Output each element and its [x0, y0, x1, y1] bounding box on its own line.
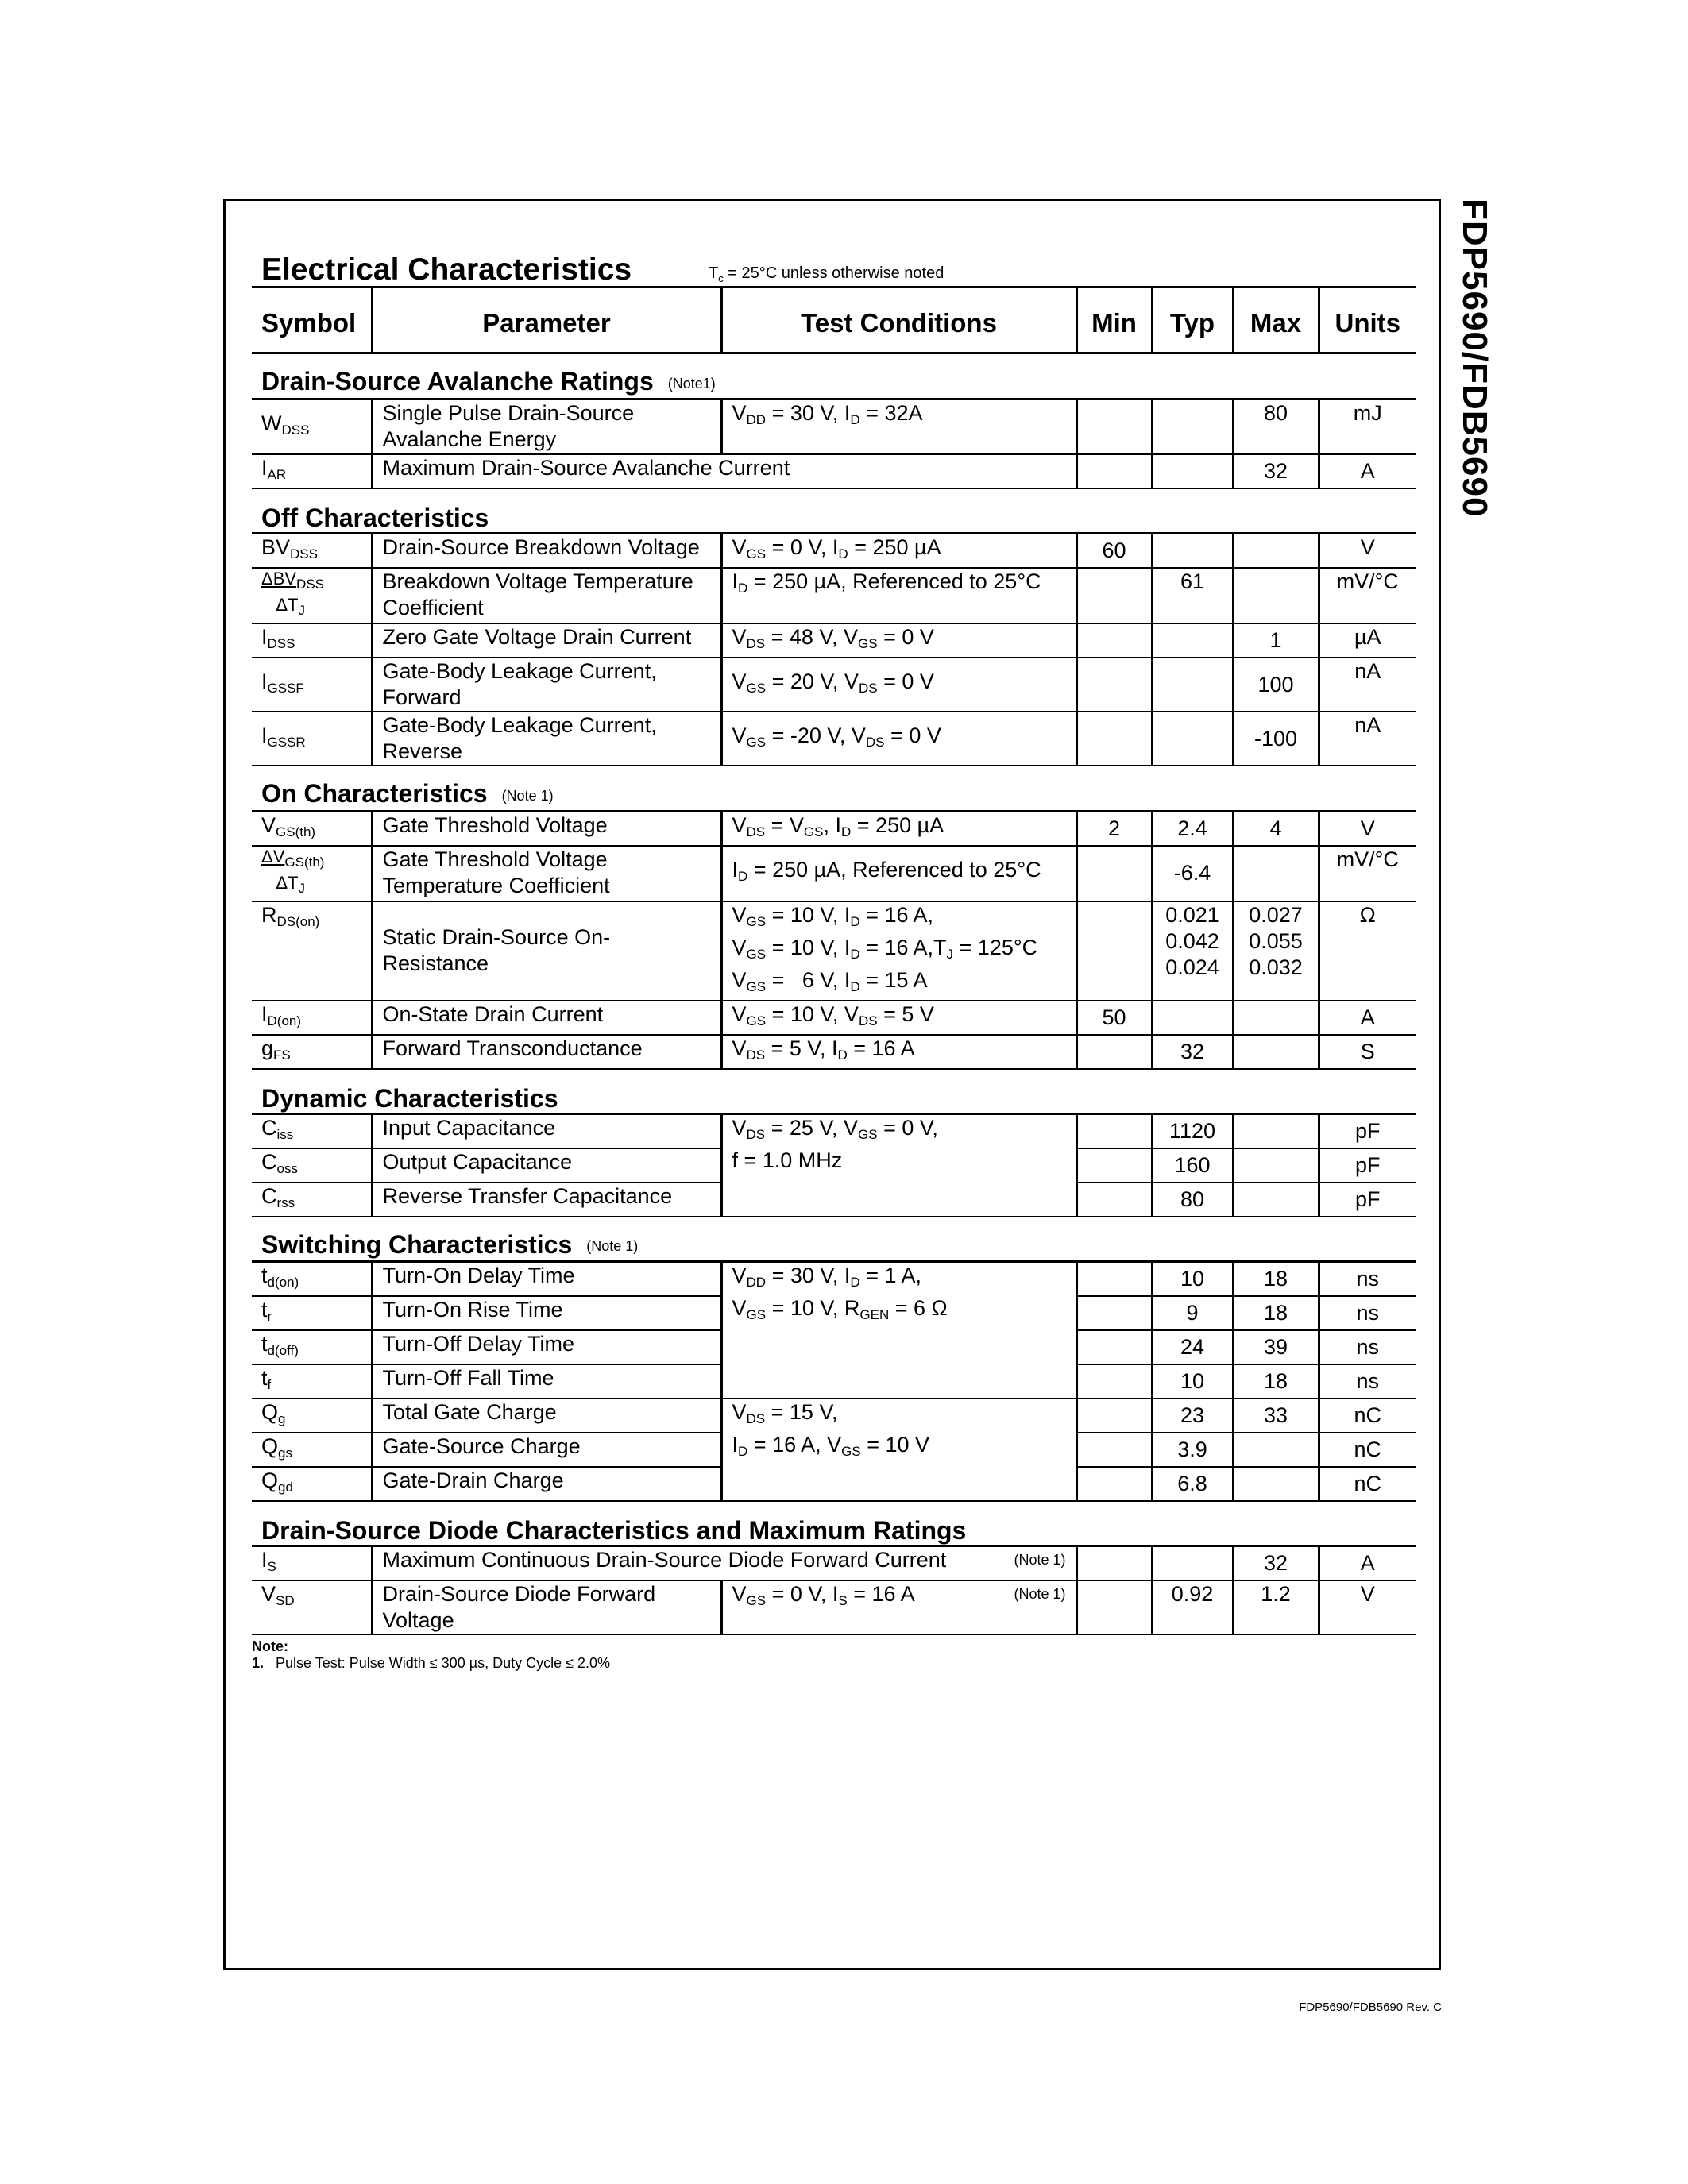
side-title: FDP5690/FDB5690	[1455, 199, 1494, 518]
col-symbol: Symbol	[252, 288, 372, 353]
col-max: Max	[1233, 288, 1319, 353]
table-row: $t_r$ Turn-On Rise Time 9 18 ns	[252, 1296, 1416, 1330]
table-row: $I_{DSS}$ Zero Gate Voltage Drain Current $V_{DS} = 48$ V, $V_{GS} = 0$ V 1 µA	[252, 623, 1416, 658]
title-condition: $T_c = 25^\circ C$ unless otherwise noted	[709, 264, 944, 284]
column-headers	[252, 288, 1416, 353]
section-header	[252, 253, 1416, 288]
notes	[252, 1638, 1416, 1672]
table-row: $t_{d(on)}$ Turn-On Delay Time $V_{DD} = 30$ V, $I_D = 1$ A, $V_{GS} = 10$ V, $R_{GEN} = 6$ Ω 10 18 ns	[252, 1262, 1416, 1297]
table-row: $I_{GSSR}$ Gate-Body Leakage Current, Reverse $V_{GS} = -20$ V, $V_{DS} = 0$ V -100 nA	[252, 712, 1416, 766]
section-avalanche: Drain-Source Avalanche Ratings (Note1)	[252, 353, 1416, 399]
table-row: $V_{GS(th)}$ Gate Threshold Voltage $V_{DS} = V_{GS}$, $I_D = 250$ µA 2 2.4 4 V	[252, 811, 1416, 846]
table-row: $C_{rss}$ Reverse Transfer Capacitance 80 pF	[252, 1183, 1416, 1217]
table-row: $V_{SD}$ Drain-Source Diode Forward Voltage $V_{GS} = 0$ V, $I_S = 16$ A (Note 1) 0.92 1.2 V	[252, 1580, 1416, 1634]
table-row: $I_S$ Maximum Continuous Drain-Source Diode Forward Current (Note 1) 32 A	[252, 1546, 1416, 1581]
section-switching: Switching Characteristics (Note 1)	[252, 1217, 1416, 1262]
table-row: $I_{GSSF}$ Gate-Body Leakage Current, Forward $V_{GS} = 20$ V, $V_{DS} = 0$ V 100 nA	[252, 658, 1416, 712]
notes-header: Note:	[252, 1638, 288, 1655]
section-dynamic: Dynamic Characteristics	[252, 1069, 1416, 1114]
table-row: $t_{d(off)}$ Turn-Off Delay Time 24 39 ns	[252, 1330, 1416, 1364]
table-row: $\Delta V_{GS(th)}$ $\Delta T_J$ Gate Threshold Voltage Temperature Coefficient $I_D = 250$ µA, Referenced to 25°C -6.4 mV/°C	[252, 846, 1416, 901]
table-row: $C_{iss}$ Input Capacitance $V_{DS} = 25$ V, $V_{GS} = 0$ V, f = 1.0 MHz 1120 pF	[252, 1113, 1416, 1148]
table-row: $Q_{gs}$ Gate-Source Charge 3.9 nC	[252, 1433, 1416, 1467]
table-row: $t_f$ Turn-Off Fall Time 10 18 ns	[252, 1364, 1416, 1399]
col-typ: Typ	[1152, 288, 1233, 353]
section-diode: Drain-Source Diode Characteristics and Maximum Ratings	[252, 1501, 1416, 1546]
col-min: Min	[1076, 288, 1152, 353]
table-row: $C_{oss}$ Output Capacitance 160 pF	[252, 1148, 1416, 1183]
col-test-conditions: Test Conditions	[721, 288, 1076, 353]
table-row: $I_{AR}$ Maximum Drain-Source Avalanche Current 32 A	[252, 454, 1416, 488]
table-row: $\Delta BV_{DSS}$ $\Delta T_J$ Breakdown Voltage Temperature Coefficient $I_D = 250$ µA, Referenced to 25°C 61 mV/°C	[252, 568, 1416, 623]
col-parameter: Parameter	[372, 288, 721, 353]
section-off: Off Characteristics	[252, 488, 1416, 534]
table-row: $Q_{gd}$ Gate-Drain Charge 6.8 nC	[252, 1467, 1416, 1501]
table-row: $BV_{DSS}$ Drain-Source Breakdown Voltage $V_{GS} = 0$ V, $I_D = 250$ µA 60 V	[252, 534, 1416, 569]
table-row: $I_{D(on)}$ On-State Drain Current $V_{GS} = 10$ V, $V_{DS} = 5$ V 50 A	[252, 1001, 1416, 1035]
footer-revision: FDP5690/FDB5690 Rev. C	[1299, 2001, 1442, 2014]
section-on: On Characteristics (Note 1)	[252, 766, 1416, 811]
electrical-characteristics	[252, 253, 1416, 1672]
col-units: Units	[1319, 288, 1416, 353]
table-row: $g_{FS}$ Forward Transconductance $V_{DS} = 5$ V, $I_D = 16$ A 32 S	[252, 1035, 1416, 1069]
table-row: $Q_g$ Total Gate Charge $V_{DS} = 15$ V, $I_D = 16$ A, $V_{GS} = 10$ V 23 33 nC	[252, 1399, 1416, 1433]
table-row: $R_{DS(on)}$ Static Drain-Source On-Resistance $V_{GS} = 10$ V, $I_D = 16$ A, $V_{GS} = 10$ V, $I_D = 16$ $A,T_J = 125^\circ C$ $V_{GS} = 6$ V, $I_D = 15$ A 0.021 0.042 0.024 0.027 0.055 0.032 Ω	[252, 901, 1416, 1001]
characteristics-table	[252, 288, 1416, 1635]
note-1: 1. Pulse Test: Pulse Width ≤ 300 µs, Duty Cycle ≤ 2.0%	[252, 1655, 611, 1672]
table-row: $W_{DSS}$ Single Pulse Drain-Source Avalanche Energy $V_{DD} = 30$ V, $I_D = 32A$ 80 mJ	[252, 399, 1416, 454]
page-title: Electrical Characteristics	[261, 253, 632, 287]
